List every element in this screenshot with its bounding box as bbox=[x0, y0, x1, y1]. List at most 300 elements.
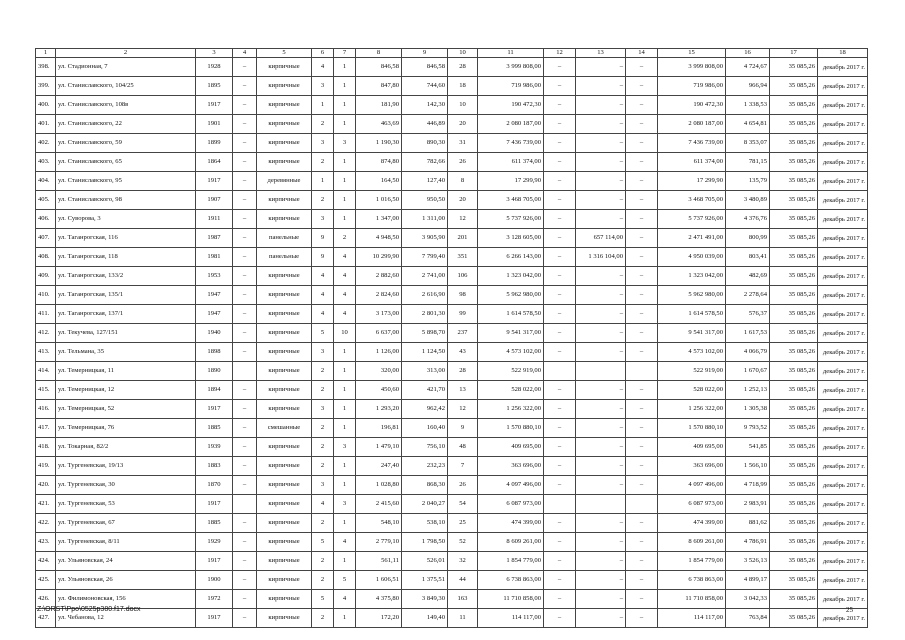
table-cell: 800,99 bbox=[726, 229, 770, 248]
table-cell: панельные bbox=[257, 229, 312, 248]
table-cell: – bbox=[576, 305, 626, 324]
table-cell bbox=[576, 495, 626, 514]
table-cell: ул. Станиславского, 95 bbox=[56, 172, 196, 191]
table-cell: – bbox=[544, 172, 576, 191]
table-cell: 26 bbox=[448, 476, 478, 495]
table-cell: – bbox=[576, 324, 626, 343]
table-cell: 1981 bbox=[196, 248, 233, 267]
table-row bbox=[36, 267, 868, 286]
table-cell: 528 022,00 bbox=[478, 381, 544, 400]
table-row bbox=[36, 210, 868, 229]
table-cell: ул. Тургеневская, 19/13 bbox=[56, 457, 196, 476]
table-cell: кирпичные bbox=[257, 609, 312, 628]
table-cell: 232,23 bbox=[402, 457, 448, 476]
table-cell: 1 bbox=[334, 552, 356, 571]
table-cell bbox=[626, 362, 658, 381]
table-cell: 2 801,30 bbox=[402, 305, 448, 324]
table-cell: – bbox=[233, 172, 257, 191]
table-cell: ул. Станиславского, 98 bbox=[56, 191, 196, 210]
table-cell: – bbox=[626, 324, 658, 343]
table-cell: ул. Токарная, 82/2 bbox=[56, 438, 196, 457]
table-cell: 1885 bbox=[196, 514, 233, 533]
table-cell: 1 293,20 bbox=[356, 400, 402, 419]
table-cell: кирпичные bbox=[257, 514, 312, 533]
table-cell: – bbox=[626, 400, 658, 419]
table-cell: – bbox=[626, 609, 658, 628]
table-cell: – bbox=[626, 96, 658, 115]
table-cell: 2 bbox=[312, 438, 334, 457]
table-cell: ул. Таганрогская, 137/1 bbox=[56, 305, 196, 324]
table-cell: – bbox=[626, 514, 658, 533]
table-cell: 201 bbox=[448, 229, 478, 248]
table-cell: смешанные bbox=[257, 419, 312, 438]
table-cell: 522 919,00 bbox=[478, 362, 544, 381]
table-cell: 1911 bbox=[196, 210, 233, 229]
table-cell: – bbox=[233, 115, 257, 134]
table-cell: – bbox=[626, 267, 658, 286]
table-cell: 522 919,00 bbox=[658, 362, 726, 381]
table-cell: 881,62 bbox=[726, 514, 770, 533]
table-cell: кирпичные bbox=[257, 267, 312, 286]
table-cell: – bbox=[576, 609, 626, 628]
table-cell: 2 415,60 bbox=[356, 495, 402, 514]
table-cell: ул. Таганрогская, 133/2 bbox=[56, 267, 196, 286]
table-cell: 35 085,26 bbox=[770, 533, 818, 552]
table-cell: 419. bbox=[36, 457, 56, 476]
table-cell: ул. Ульяновская, 26 bbox=[56, 571, 196, 590]
table-cell: ул. Темерницкая, 12 bbox=[56, 381, 196, 400]
table-cell: ул. Чебанова, 12 bbox=[56, 609, 196, 628]
table-cell: кирпичные bbox=[257, 134, 312, 153]
table-cell: 782,66 bbox=[402, 153, 448, 172]
table-cell: 657 114,00 bbox=[576, 229, 626, 248]
table-cell: 35 085,26 bbox=[770, 609, 818, 628]
table-cell: 3 128 605,00 bbox=[478, 229, 544, 248]
table-cell: декабрь 2017 г. bbox=[818, 267, 868, 286]
column-header: 3 bbox=[196, 49, 233, 58]
table-cell: декабрь 2017 г. bbox=[818, 514, 868, 533]
table-cell: – bbox=[576, 77, 626, 96]
table-cell: 2 bbox=[334, 229, 356, 248]
table-row bbox=[36, 552, 868, 571]
table-cell: – bbox=[544, 153, 576, 172]
table-cell: декабрь 2017 г. bbox=[818, 172, 868, 191]
table-cell: 8 353,07 bbox=[726, 134, 770, 153]
table-cell: 1987 bbox=[196, 229, 233, 248]
table-cell: 44 bbox=[448, 571, 478, 590]
table-cell: 1 617,53 bbox=[726, 324, 770, 343]
table-cell: 7 799,40 bbox=[402, 248, 448, 267]
table-cell: 421,70 bbox=[402, 381, 448, 400]
table-cell: 2 983,91 bbox=[726, 495, 770, 514]
table-row bbox=[36, 514, 868, 533]
table-cell: 1928 bbox=[196, 58, 233, 77]
table-cell: 35 085,26 bbox=[770, 495, 818, 514]
table-cell: 35 085,26 bbox=[770, 590, 818, 609]
table-cell: 7 bbox=[448, 457, 478, 476]
table-cell: 1 316 104,00 bbox=[576, 248, 626, 267]
table-cell: 474 399,00 bbox=[478, 514, 544, 533]
table-cell: 6 738 863,00 bbox=[658, 571, 726, 590]
table-cell: 3 526,13 bbox=[726, 552, 770, 571]
table-cell: – bbox=[626, 457, 658, 476]
table-cell: 9 541 317,00 bbox=[658, 324, 726, 343]
table-cell: 1 bbox=[312, 172, 334, 191]
table-row bbox=[36, 457, 868, 476]
table-cell bbox=[626, 495, 658, 514]
table-row bbox=[36, 305, 868, 324]
table-cell: – bbox=[576, 476, 626, 495]
table-cell: ул. Тельмана, 35 bbox=[56, 343, 196, 362]
table-cell: 1 bbox=[334, 172, 356, 191]
table-cell: 4 097 496,00 bbox=[658, 476, 726, 495]
table-cell: 425. bbox=[36, 571, 56, 590]
table-cell: 2 080 187,00 bbox=[478, 115, 544, 134]
table-cell: 363 696,00 bbox=[658, 457, 726, 476]
table-cell: 313,00 bbox=[402, 362, 448, 381]
table-cell: 52 bbox=[448, 533, 478, 552]
table-cell: декабрь 2017 г. bbox=[818, 571, 868, 590]
table-cell: 114 117,00 bbox=[478, 609, 544, 628]
table-cell: 1864 bbox=[196, 153, 233, 172]
table-cell: 1 256 322,00 bbox=[478, 400, 544, 419]
table-cell: 548,10 bbox=[356, 514, 402, 533]
table-row bbox=[36, 229, 868, 248]
table-row bbox=[36, 381, 868, 400]
table-cell: 482,69 bbox=[726, 267, 770, 286]
table-cell: 1917 bbox=[196, 552, 233, 571]
table-cell: – bbox=[544, 210, 576, 229]
housing-register-table bbox=[35, 48, 868, 628]
table-cell: 12 bbox=[448, 400, 478, 419]
table-cell: – bbox=[544, 267, 576, 286]
table-cell: – bbox=[233, 571, 257, 590]
table-cell: 414. bbox=[36, 362, 56, 381]
table-cell: 1 bbox=[334, 58, 356, 77]
table-cell: 98 bbox=[448, 286, 478, 305]
table-cell: кирпичные bbox=[257, 571, 312, 590]
table-cell: – bbox=[233, 343, 257, 362]
table-cell: 2 bbox=[312, 571, 334, 590]
table-cell: 2 bbox=[312, 514, 334, 533]
table-cell: 320,00 bbox=[356, 362, 402, 381]
table-cell: 6 087 973,00 bbox=[478, 495, 544, 514]
table-cell: 402. bbox=[36, 134, 56, 153]
table-cell: 9 bbox=[312, 229, 334, 248]
table-row bbox=[36, 153, 868, 172]
table-cell: ул. Ульяновская, 24 bbox=[56, 552, 196, 571]
table-cell: – bbox=[233, 248, 257, 267]
table-cell: 417. bbox=[36, 419, 56, 438]
table-cell: – bbox=[576, 590, 626, 609]
table-row bbox=[36, 115, 868, 134]
table-cell: 4 899,17 bbox=[726, 571, 770, 590]
table-cell: 35 085,26 bbox=[770, 77, 818, 96]
table-cell: декабрь 2017 г. bbox=[818, 324, 868, 343]
table-cell: 847,80 bbox=[356, 77, 402, 96]
table-cell: 1947 bbox=[196, 286, 233, 305]
table-cell: – bbox=[544, 286, 576, 305]
table-cell: 950,50 bbox=[402, 191, 448, 210]
table-cell: – bbox=[576, 514, 626, 533]
table-cell: 966,94 bbox=[726, 77, 770, 96]
table-cell: 781,15 bbox=[726, 153, 770, 172]
table-cell: 190 472,30 bbox=[478, 96, 544, 115]
table-cell: 351 bbox=[448, 248, 478, 267]
table-cell: 1 570 880,10 bbox=[658, 419, 726, 438]
table-cell: декабрь 2017 г. bbox=[818, 343, 868, 362]
table-cell: 3 bbox=[312, 476, 334, 495]
table-cell: 1885 bbox=[196, 419, 233, 438]
table-cell: кирпичные bbox=[257, 96, 312, 115]
table-row bbox=[36, 362, 868, 381]
table-cell bbox=[544, 495, 576, 514]
table-cell: 719 986,00 bbox=[478, 77, 544, 96]
table-cell: 415. bbox=[36, 381, 56, 400]
table-cell: 35 085,26 bbox=[770, 400, 818, 419]
table-cell: 1 305,38 bbox=[726, 400, 770, 419]
table-cell: 31 bbox=[448, 134, 478, 153]
table-cell: 1 bbox=[334, 514, 356, 533]
table-cell: ул. Таганрогская, 118 bbox=[56, 248, 196, 267]
table-cell: – bbox=[626, 590, 658, 609]
table-cell: 890,30 bbox=[402, 134, 448, 153]
table-cell: декабрь 2017 г. bbox=[818, 362, 868, 381]
table-cell: – bbox=[576, 343, 626, 362]
table-cell: – bbox=[233, 552, 257, 571]
column-header: 8 bbox=[356, 49, 402, 58]
table-cell: 2 bbox=[312, 419, 334, 438]
table-cell: ул. Суворова, 3 bbox=[56, 210, 196, 229]
table-cell: – bbox=[626, 58, 658, 77]
table-cell: 8 609 261,00 bbox=[478, 533, 544, 552]
table-cell: – bbox=[626, 115, 658, 134]
table-cell: 1894 bbox=[196, 381, 233, 400]
table-cell: 1917 bbox=[196, 172, 233, 191]
table-cell: 6 637,00 bbox=[356, 324, 402, 343]
table-cell: – bbox=[544, 438, 576, 457]
table-cell: 1 bbox=[334, 191, 356, 210]
table-row bbox=[36, 77, 868, 96]
table-cell: 3 bbox=[312, 77, 334, 96]
table-cell: 4 948,50 bbox=[356, 229, 402, 248]
table-cell: 2 278,64 bbox=[726, 286, 770, 305]
table-cell: ул. Таганрогская, 135/1 bbox=[56, 286, 196, 305]
table-cell: – bbox=[233, 58, 257, 77]
table-cell: 1917 bbox=[196, 96, 233, 115]
table-cell: 3 999 808,00 bbox=[658, 58, 726, 77]
table-cell: 1 606,51 bbox=[356, 571, 402, 590]
table-cell: – bbox=[544, 552, 576, 571]
table-cell: – bbox=[576, 400, 626, 419]
table-cell: 1907 bbox=[196, 191, 233, 210]
table-cell: 163 bbox=[448, 590, 478, 609]
table-cell: – bbox=[233, 438, 257, 457]
table-cell: 1 bbox=[334, 400, 356, 419]
table-cell: 35 085,26 bbox=[770, 571, 818, 590]
table-cell: – bbox=[626, 438, 658, 457]
table-cell: – bbox=[626, 343, 658, 362]
table-cell: 4 573 102,00 bbox=[658, 343, 726, 362]
table-cell: 9 bbox=[448, 419, 478, 438]
table-row bbox=[36, 172, 868, 191]
footer-file-path: Z:\ORST\Ppo\0525p380.f17.docx bbox=[37, 606, 141, 613]
table-cell: 1 256 322,00 bbox=[658, 400, 726, 419]
table-cell: – bbox=[626, 419, 658, 438]
column-header: 7 bbox=[334, 49, 356, 58]
table-cell: – bbox=[626, 248, 658, 267]
table-cell bbox=[233, 495, 257, 514]
table-cell: ул. Станиславского, 104/25 bbox=[56, 77, 196, 96]
column-header: 4 bbox=[233, 49, 257, 58]
table-cell: 1953 bbox=[196, 267, 233, 286]
table-cell bbox=[576, 362, 626, 381]
table-cell: 26 bbox=[448, 153, 478, 172]
table-cell: 17 299,90 bbox=[478, 172, 544, 191]
table-cell: 4 bbox=[334, 590, 356, 609]
table-cell: 1972 bbox=[196, 590, 233, 609]
table-cell: 846,58 bbox=[356, 58, 402, 77]
table-cell: – bbox=[576, 115, 626, 134]
table-cell: 1 bbox=[334, 476, 356, 495]
column-header: 2 bbox=[56, 49, 196, 58]
table-cell: 135,79 bbox=[726, 172, 770, 191]
table-cell: – bbox=[233, 229, 257, 248]
table-cell: 17 299,90 bbox=[658, 172, 726, 191]
table-body bbox=[36, 58, 868, 628]
table-cell: декабрь 2017 г. bbox=[818, 305, 868, 324]
table-cell: 142,30 bbox=[402, 96, 448, 115]
table-cell: – bbox=[233, 77, 257, 96]
table-cell: 9 793,52 bbox=[726, 419, 770, 438]
table-cell: кирпичные bbox=[257, 324, 312, 343]
table-cell: – bbox=[544, 324, 576, 343]
table-cell: 1890 bbox=[196, 362, 233, 381]
table-cell: ул. Станиславского, 22 bbox=[56, 115, 196, 134]
column-header: 16 bbox=[726, 49, 770, 58]
table-row bbox=[36, 609, 868, 628]
table-cell: 404. bbox=[36, 172, 56, 191]
table-cell: – bbox=[576, 96, 626, 115]
table-row bbox=[36, 533, 868, 552]
table-cell: 3 bbox=[312, 134, 334, 153]
table-cell: декабрь 2017 г. bbox=[818, 58, 868, 77]
table-cell: 611 374,00 bbox=[478, 153, 544, 172]
table-cell: – bbox=[544, 191, 576, 210]
table-cell: 12 bbox=[448, 210, 478, 229]
table-cell: 1 bbox=[334, 210, 356, 229]
table-cell: 1 016,50 bbox=[356, 191, 402, 210]
table-cell: – bbox=[576, 438, 626, 457]
table-cell: 538,10 bbox=[402, 514, 448, 533]
table-cell: 561,11 bbox=[356, 552, 402, 571]
table-cell: ул. Темерницкая, 52 bbox=[56, 400, 196, 419]
table-cell: декабрь 2017 г. bbox=[818, 552, 868, 571]
table-cell: – bbox=[233, 286, 257, 305]
table-cell: 400. bbox=[36, 96, 56, 115]
table-cell: 423. bbox=[36, 533, 56, 552]
table-cell: – bbox=[626, 305, 658, 324]
table-cell: 763,84 bbox=[726, 609, 770, 628]
table-cell: 4 097 496,00 bbox=[478, 476, 544, 495]
table-cell: – bbox=[544, 514, 576, 533]
table-cell: 719 986,00 bbox=[658, 77, 726, 96]
table-cell: 1 566,10 bbox=[726, 457, 770, 476]
table-cell: – bbox=[544, 343, 576, 362]
table-cell: кирпичные bbox=[257, 533, 312, 552]
table-cell: 35 085,26 bbox=[770, 267, 818, 286]
table-cell: декабрь 2017 г. bbox=[818, 96, 868, 115]
table-cell: 399. bbox=[36, 77, 56, 96]
table-cell: 3 173,00 bbox=[356, 305, 402, 324]
table-cell: 1 bbox=[334, 115, 356, 134]
table-cell: 526,01 bbox=[402, 552, 448, 571]
table-cell: 1 bbox=[334, 457, 356, 476]
table-cell: 3 849,30 bbox=[402, 590, 448, 609]
table-cell: 43 bbox=[448, 343, 478, 362]
table-row bbox=[36, 58, 868, 77]
table-cell: 409 695,00 bbox=[478, 438, 544, 457]
table-cell: ул. Стадионная, 7 bbox=[56, 58, 196, 77]
table-cell: 35 085,26 bbox=[770, 153, 818, 172]
table-cell: 4 950 039,00 bbox=[658, 248, 726, 267]
column-header: 11 bbox=[478, 49, 544, 58]
table-cell: 1895 bbox=[196, 77, 233, 96]
table-cell: 11 bbox=[448, 609, 478, 628]
table-cell: 576,37 bbox=[726, 305, 770, 324]
table-cell: 3 bbox=[334, 134, 356, 153]
table-cell: – bbox=[233, 419, 257, 438]
table-cell: 5 737 926,00 bbox=[658, 210, 726, 229]
table-cell: 35 085,26 bbox=[770, 172, 818, 191]
table-cell: 149,40 bbox=[402, 609, 448, 628]
table-cell: 1 124,50 bbox=[402, 343, 448, 362]
table-cell: 35 085,26 bbox=[770, 286, 818, 305]
table-cell: 2 080 187,00 bbox=[658, 115, 726, 134]
column-header: 17 bbox=[770, 49, 818, 58]
table-cell: кирпичные bbox=[257, 343, 312, 362]
table-cell: 5 bbox=[312, 324, 334, 343]
table-cell: 1 bbox=[334, 77, 356, 96]
table-cell: ул. Темерницкая, 11 bbox=[56, 362, 196, 381]
table-cell: 1898 bbox=[196, 343, 233, 362]
table-cell: 11 710 858,00 bbox=[478, 590, 544, 609]
table-cell: – bbox=[544, 533, 576, 552]
table-cell: 106 bbox=[448, 267, 478, 286]
table-cell: – bbox=[233, 210, 257, 229]
table-cell: 3 999 808,00 bbox=[478, 58, 544, 77]
table-cell: 1 252,13 bbox=[726, 381, 770, 400]
footer-page-number: 25 bbox=[846, 606, 853, 614]
table-cell: 181,90 bbox=[356, 96, 402, 115]
table-cell: деревянные bbox=[257, 172, 312, 191]
table-row bbox=[36, 400, 868, 419]
table-row bbox=[36, 476, 868, 495]
table-cell: 401. bbox=[36, 115, 56, 134]
table-cell: 20 bbox=[448, 191, 478, 210]
table-cell: – bbox=[544, 248, 576, 267]
table-cell: 4 bbox=[334, 305, 356, 324]
table-row bbox=[36, 96, 868, 115]
table-cell: 35 085,26 bbox=[770, 115, 818, 134]
table-cell: ул. Станиславского, 59 bbox=[56, 134, 196, 153]
table-cell: – bbox=[576, 571, 626, 590]
table-cell: 2 741,00 bbox=[402, 267, 448, 286]
table-cell: кирпичные bbox=[257, 115, 312, 134]
table-cell: 1 798,50 bbox=[402, 533, 448, 552]
table-cell: – bbox=[576, 267, 626, 286]
table-cell: 4 bbox=[312, 495, 334, 514]
